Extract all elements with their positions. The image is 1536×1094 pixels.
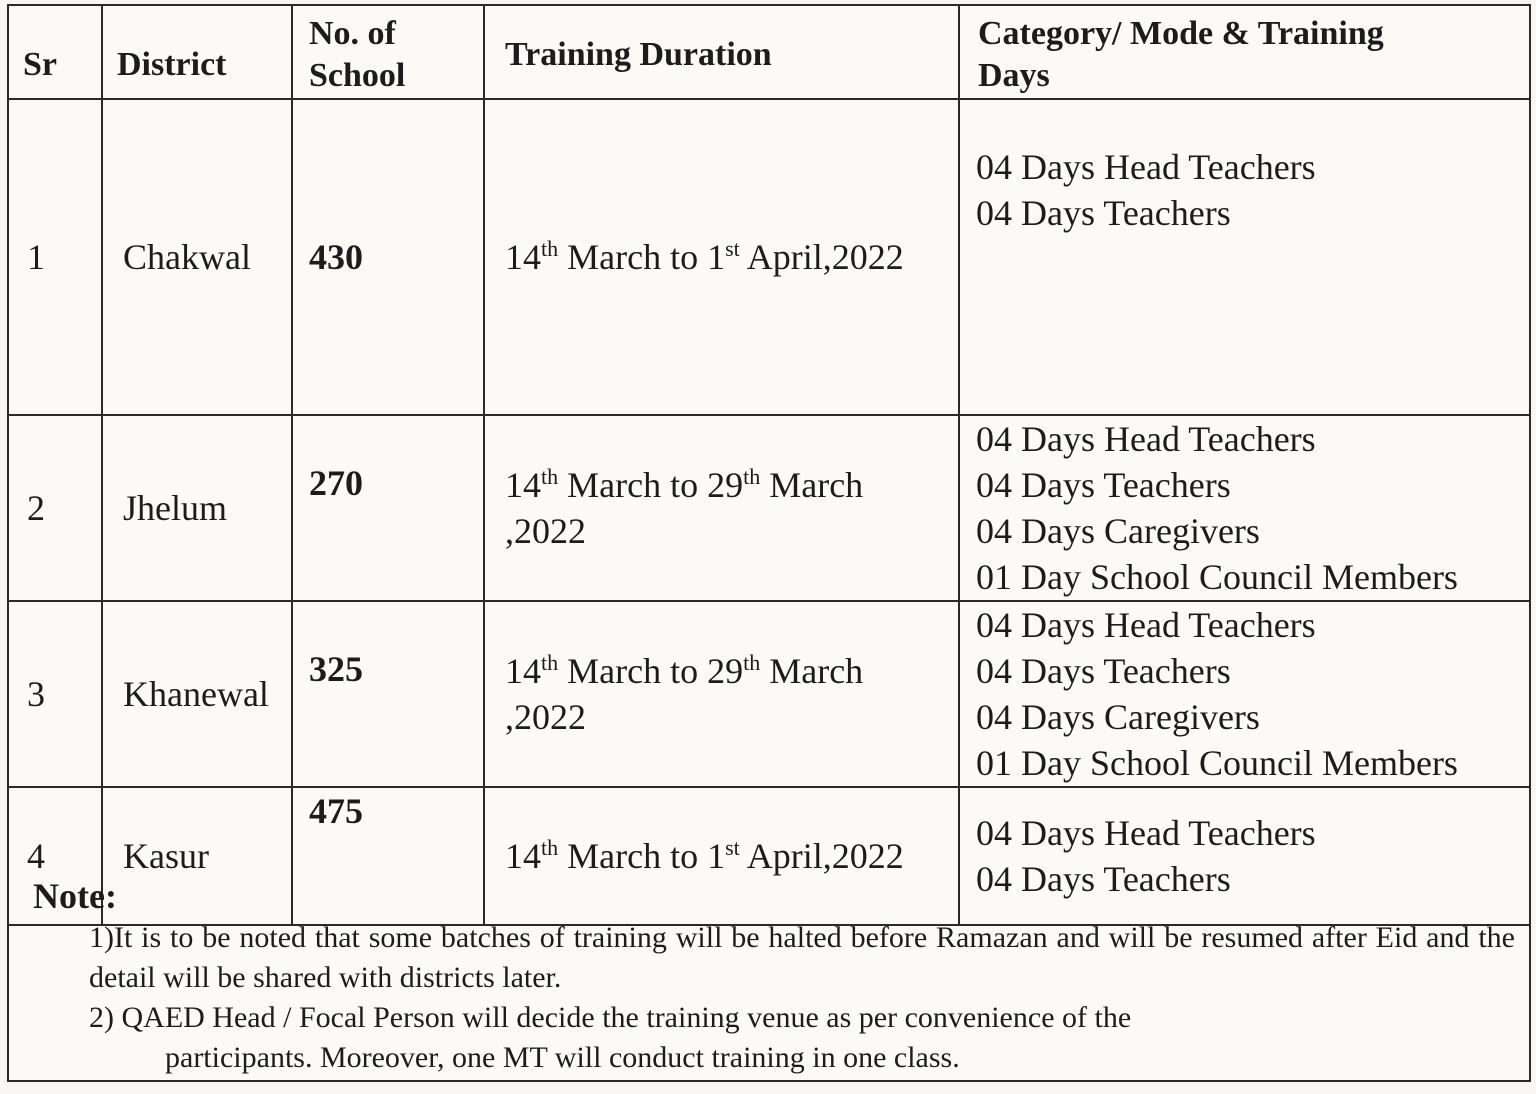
note-section <box>9 868 1529 1078</box>
cell-category-days <box>959 601 1529 787</box>
table-row <box>9 601 1529 787</box>
document-page <box>7 4 1531 1082</box>
cell-sr: 4 <box>9 787 102 925</box>
cell-sr: 3 <box>9 601 102 787</box>
cell-district: Kasur <box>102 787 292 925</box>
cell-category-days <box>959 99 1529 415</box>
category-item: 04 Days Head Teachers <box>976 605 1316 645</box>
cell-training-duration: 14th March to 1st April,2022 <box>484 99 959 415</box>
category-item: 01 Day School Council Members <box>976 743 1458 783</box>
category-item: 04 Days Teachers <box>976 465 1231 505</box>
cell-sr: 1 <box>9 99 102 415</box>
header-sr: Sr <box>9 6 102 99</box>
category-item: 04 Days Teachers <box>976 651 1231 691</box>
cell-district: Khanewal <box>102 601 292 787</box>
category-item: 04 Days Teachers <box>976 193 1231 233</box>
category-item: 04 Days Head Teachers <box>976 147 1316 187</box>
cell-school-count: 270 <box>292 415 484 601</box>
category-item: 04 Days Caregivers <box>976 697 1260 737</box>
cell-training-duration: 14th March to 29th March ,2022 <box>484 415 959 601</box>
header-no-of-school: No. of School <box>292 6 484 99</box>
cell-school-count: 475 <box>292 787 484 925</box>
category-item: 04 Days Caregivers <box>976 511 1260 551</box>
header-training-duration: Training Duration <box>484 6 959 99</box>
note-title: Note: <box>33 876 117 916</box>
cell-district: Jhelum <box>102 415 292 601</box>
category-item: 04 Days Head Teachers <box>976 813 1316 853</box>
cell-school-count: 430 <box>292 99 484 415</box>
category-item: 01 Day School Council Members <box>976 557 1458 597</box>
category-item: 04 Days Head Teachers <box>976 419 1316 459</box>
cell-district: Chakwal <box>102 99 292 415</box>
table-header <box>9 6 1529 99</box>
table-row <box>9 99 1529 415</box>
category-item: 04 Days Teachers <box>976 859 1231 899</box>
header-district: District <box>102 6 292 99</box>
note-item-1: 1)It is to be noted that some batches of training will be halted before Ramazan and will be resumed after Eid and the detail will be shared with districts later. <box>89 921 1515 994</box>
cell-training-duration: 14th March to 1st April,2022 <box>484 787 959 925</box>
training-schedule-table <box>9 6 1529 926</box>
header-category-mode-days: Category/ Mode & Training Days <box>959 6 1529 99</box>
cell-category-days <box>959 415 1529 601</box>
cell-school-count: 325 <box>292 601 484 787</box>
note-item-2: 2) QAED Head / Focal Person will decide the training venue as per convenience of the participants. Moreover, one MT will conduct training in one class. <box>89 1001 1132 1074</box>
cell-sr: 2 <box>9 415 102 601</box>
cell-training-duration: 14th March to 29th March ,2022 <box>484 601 959 787</box>
table-row <box>9 415 1529 601</box>
